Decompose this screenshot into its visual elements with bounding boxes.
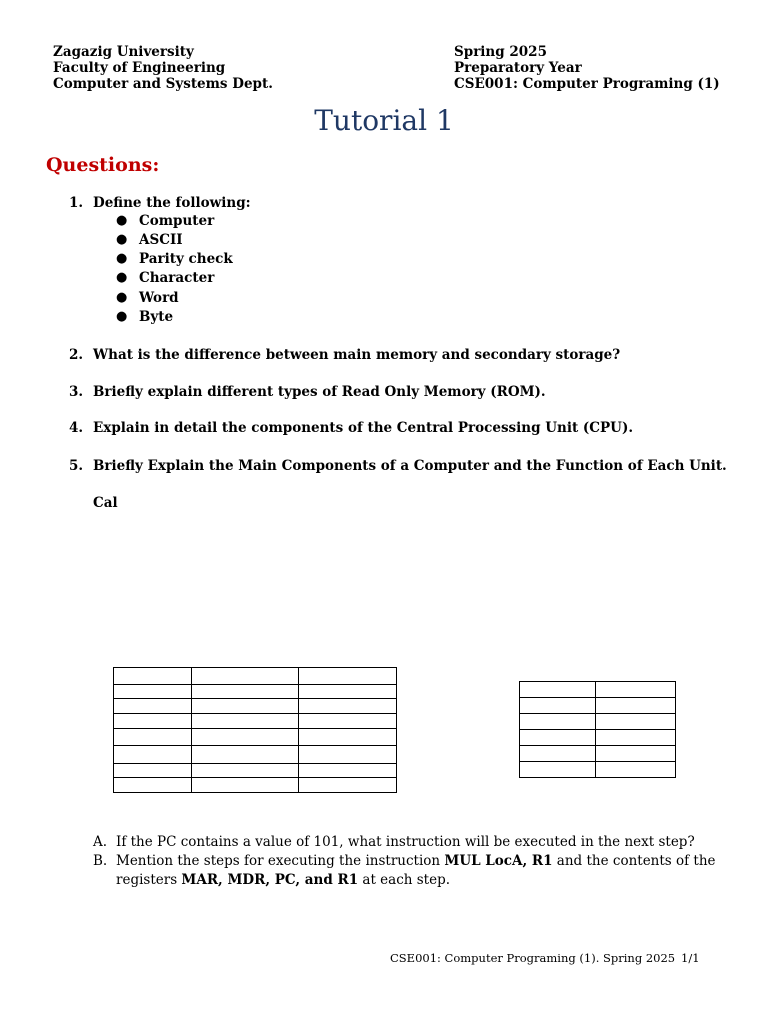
question-number: 5. [69, 458, 84, 474]
table-row [520, 698, 676, 714]
question-text: Briefly Explain the Main Components of a Computer and the Function of Each Unit. [93, 458, 727, 474]
table-row [114, 778, 397, 793]
header-right [454, 44, 720, 92]
list-item [0, 270, 768, 290]
bullet-icon: ● [116, 309, 128, 324]
question-text: Briefly explain different types of Read Only Memory (ROM). [93, 384, 546, 400]
department-name: Computer and Systems Dept. [53, 76, 273, 92]
table-row [114, 668, 397, 685]
definition-term: Character [139, 270, 215, 286]
question-text: Define the following: [93, 195, 251, 211]
question-1 [0, 194, 768, 212]
list-item [0, 232, 768, 252]
list-item [0, 290, 768, 310]
table-row [114, 685, 397, 699]
table-row [520, 762, 676, 778]
page-title: Tutorial 1 [314, 104, 454, 137]
list-item [0, 309, 768, 329]
question-text: What is the difference between main memory and secondary storage? [93, 347, 621, 363]
table-row [114, 714, 397, 729]
question-number: 1. [69, 195, 84, 211]
question-number: 4. [69, 420, 84, 436]
definition-term: Word [139, 290, 179, 306]
table-row [114, 764, 397, 778]
section-heading: Questions: [46, 154, 160, 176]
definition-term: ASCII [139, 232, 183, 248]
list-item [0, 251, 768, 271]
subquestion-b-text-part: and the contents of the [552, 853, 716, 869]
registers-table [519, 681, 676, 778]
instruction-name: MUL LocA, R1 [444, 853, 553, 869]
memory-table [113, 667, 397, 793]
question-5 [0, 457, 768, 475]
faculty-name: Faculty of Engineering [53, 60, 226, 76]
table-row [520, 730, 676, 746]
list-item [0, 213, 768, 233]
question-5-extra-text: Cal [93, 495, 118, 511]
subquestion-b-text [116, 852, 736, 890]
question-text: Explain in detail the components of the Central Processing Unit (CPU). [93, 420, 634, 436]
year-level: Preparatory Year [454, 60, 582, 76]
definition-term: Byte [139, 309, 174, 325]
subquestion-a-letter: A. [93, 834, 108, 850]
subquestion-a-text: If the PC contains a value of 101, what instruction will be executed in the next step? [116, 834, 695, 850]
header-left [53, 44, 273, 92]
question-number: 2. [69, 347, 84, 363]
question-3 [0, 383, 768, 401]
question-2 [0, 346, 768, 364]
definition-term: Parity check [139, 251, 233, 267]
bullet-icon: ● [116, 213, 128, 228]
semester: Spring 2025 [454, 44, 547, 60]
subquestion-b-text-part: Mention the steps for executing the instruction [116, 853, 445, 869]
footer-course: CSE001: Computer Programing (1). Spring 2025 [390, 951, 676, 965]
table-row [114, 699, 397, 714]
bullet-icon: ● [116, 251, 128, 266]
table-row [520, 746, 676, 762]
bullet-icon: ● [116, 290, 128, 305]
table-row [520, 682, 676, 698]
course-code: CSE001: Computer Programing (1) [454, 76, 720, 92]
bullet-icon: ● [116, 232, 128, 247]
bullet-icon: ● [116, 270, 128, 285]
subquestion-b-text-part: at each step. [358, 872, 451, 888]
question-number: 3. [69, 384, 84, 400]
table-row [114, 729, 397, 746]
page-number: 1/1 [681, 951, 700, 965]
table-row [520, 714, 676, 730]
subquestion-b-text-part: registers [116, 872, 182, 888]
register-names: MAR, MDR, PC, and R1 [181, 872, 359, 888]
university-name: Zagazig University [53, 44, 194, 60]
definition-term: Computer [139, 213, 215, 229]
table-row [114, 746, 397, 764]
subquestion-b-letter: B. [93, 853, 108, 869]
question-4 [0, 419, 768, 437]
